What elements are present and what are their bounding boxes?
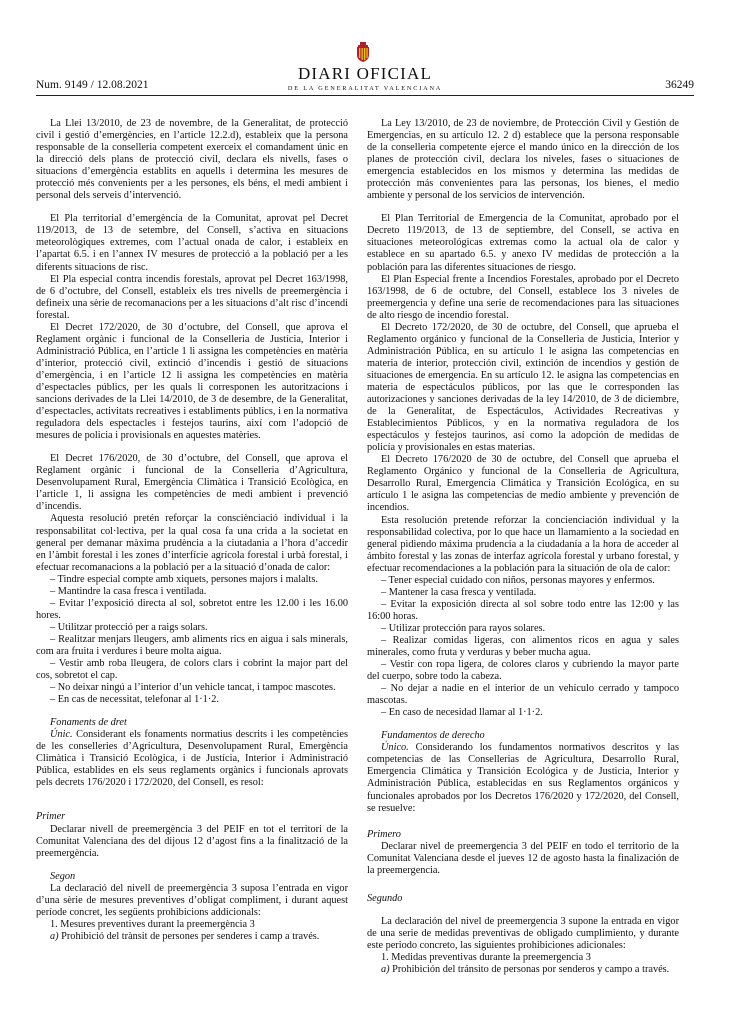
list-item: – No deixar ningú a l’interior d’un vehicle tancat, i tampoc mascotes. <box>50 682 336 694</box>
list-item: – En caso de necesidad llamar al 1·1·2. <box>381 707 543 719</box>
page-number: 36249 <box>665 79 694 91</box>
list-item: – Tener especial cuidado con niños, personas mayores y enfermos. <box>381 574 655 586</box>
paragraph: Aquesta resolució pretén reforçar la consciènciació individual i la responsabilitat col·lectiva, per la qual cosa fa una crida a la societat en general per demanar màxima prudència a la ciutadania a l’hora d’accedir en l’àmbit forestal i les zones d’interfície agrícola forestal i urbà forestal, i efectuar recomanacions a la població per a la situació d’onada de calor: <box>36 513 348 573</box>
list-item: – Tindre especial compte amb xiquets, persones majors i malalts. <box>50 573 318 585</box>
list-item: – Vestir con ropa ligera, de colores claros y cubriendo la mayor parte del cuerpo, sobre todo la cabeza. <box>367 659 679 683</box>
issue-number: Num. 9149 / 12.08.2021 <box>36 79 149 91</box>
list-item: – No dejar a nadie en el interior de un vehículo cerrado y tampoco mascotas. <box>367 683 679 707</box>
section-heading: Primer <box>36 811 66 823</box>
list-item: – En cas de necessitat, telefonar al 1·1·2. <box>50 694 219 706</box>
paragraph: Declarar nivell de preemergència 3 del PEIF en tot el territori de la Comunitat Valenciana des del dijous 12 d’agost fins a la finalització de la preemergència. <box>36 823 348 859</box>
list-item <box>367 964 679 976</box>
masthead <box>0 64 730 92</box>
paragraph: El Plan Especial frente a Incendios Forestales, aprobado por el Decreto 163/1998, de 6 de octubre, del Consell, establece los 3 niveles de preemergencia y define una serie de recomendaciones para las situaciones de alto riesgo de incendio forestal. <box>367 273 679 321</box>
list-item: – Utilitzar protecció per a raigs solars. <box>50 621 208 633</box>
paragraph <box>367 742 679 814</box>
header-rule <box>36 95 694 96</box>
paragraph: El Decreto 176/2020 de 30 de octubre, del Consell que aprueba el Reglamento Orgánico y funcional de la Conselleria de Agricultura, Desarrollo Rural, Emergencia Climática y Transición Ecológica, en su artículo 1 le asigna las competencias de medio ambiente y prevención de incendios. <box>367 454 679 514</box>
valencian-column <box>36 118 348 943</box>
paragraph: Esta resolución pretende reforzar la concienciación individual y la responsabilidad colectiva, por lo que hace un llamamiento a la sociedad en general pidiendo máxima prudencia a la ciudadanía a la hora de acceder al ámbito forestal y las zonas de interfaz agrícola forestal y urbano forestal, y efectuar recomendaciones a la población para la situación de ola de calor: <box>367 514 679 574</box>
paragraph: El Decreto 172/2020, de 30 de octubre, del Consell, que aprueba el Reglamento orgánico y funcional de la Conselleria de Justicia, Interior y Administración Pública, en su artículo 1 le asigna las competencias en materia de interior, protección civil, extinción de incendios y gestión de situaciones de emergencia. En su artículo 12. le asigna las competencias en materia de espectáculos públicos, por las que le corresponden las autorizaciones y sanciones derivadas de la ley 14/2010, de 3 de diciembre, de la Generalitat, de Espectáculos, Actividades Recreativas y Establecimientos Públicos, y en la normativa reguladora de los espectáculos y festejos taurinos, así como la adopción de medidas de policía y provisionales en estas materias. <box>367 321 679 454</box>
item-text: Prohibición del tránsito de personas por senderos y campo a través. <box>389 964 670 976</box>
section-heading: Segon <box>50 870 76 882</box>
section-heading: Fundamentos de derecho <box>381 730 485 742</box>
list-item: – Realitzar menjars lleugers, amb aliments rics en aigua i sals minerals, com ara fruita i verdures i beure molta aigua. <box>36 633 348 657</box>
paragraph: La Llei 13/2010, de 23 de novembre, de la Generalitat, de protecció civil i gestió d’emergències, en l’article 12.2.d), estableix que la persona responsable de la conselleria competent exerceix el comandament únic en la direcció dels plans de protecció civil, declara els nivells, fases o situacions d’emergència establits en aquells i determina les mesures de protecció més convenients per a les persones, els béns, el medi ambient i personal dels serveis d’intervenció. <box>36 118 348 202</box>
spanish-column <box>367 118 679 976</box>
paragraph-text: Considerando los fundamentos normativos descritos y las competencias de las Consellerias de Agricultura, Desarrollo Rural, Emergencia Climática y Transición Ecológica y de Justicia, Interior y Administración Pública, establecidas en sus Reglamentos orgánicos y funcionales aprobados por los Decretos 176/2020 y 172/2020, del Consell, se resuelve: <box>367 742 679 814</box>
paragraph: La declaración del nivel de preemergencia 3 supone la entrada en vigor de una serie de medidas preventivas de obligado cumplimiento, y durante este periodo concreto, las siguientes prohibiciones adicionales: <box>367 915 679 951</box>
paragraph-text: Considerant els fonaments normatius descrits i les competències de les conselleries d’Agricultura, Desenvolupament Rural, Emergència Climàtica i Transició Ecològica, i de Justícia, Interior i Administració Pública, establides en els seus reglaments orgànics i funcionals aprovats pels decrets 176/2020 i 172/2020, del Consell, es resol: <box>36 729 348 789</box>
list-item: 1. Mesures preventives durant la preemergència 3 <box>50 918 255 930</box>
section-heading: Segundo <box>367 892 403 904</box>
list-item: – Mantener la casa fresca y ventilada. <box>381 586 537 598</box>
label-unic: Únic. <box>50 729 73 741</box>
paragraph: El Pla especial contra incendis forestals, aprovat pel Decret 163/1998, de 6 d’octubre, del Consell, estableix els tres nivells de preemergència i defineix una sèrie de recomanacions per a les situacions d’alt risc d’incendi forestal. <box>36 273 348 321</box>
paragraph <box>36 729 348 789</box>
generalitat-crest-icon <box>355 42 371 62</box>
paragraph: El Decret 176/2020, de 30 d’octubre, del Consell, que aprova el Reglament orgànic i funcional de la Conselleria d’Agricultura, Desenvolupament Rural, Emergència Climàtica i Transició Ecològica, en l’article 1, li assigna les competències de medi ambient i prevenció d’incendis. <box>36 453 348 513</box>
section-heading: Primero <box>367 828 401 840</box>
section-heading: Fonaments de dret <box>50 717 127 729</box>
paragraph: El Decret 172/2020, de 30 d’octubre, del Consell, que aprova el Reglament orgànic i funcional de la Conselleria de Justícia, Interior i Administració Pública, en l’article 1 li assigna les competències en matèria d’interior, protecció civil, extinció d’incendis i gestió de situacions d’emergència, i en l’article 12 li assigna les competències en matèria d’espectacles públics, per les quals li corresponen les autoritzacions i sancions derivades de la Llei 14/2010, de 3 de desembre, de la Generalitat, d’espectacles, activitats recreatives i establiments públics, i en la normativa reguladora dels espectacles i festejos taurins, així com l’adopció de mesures de policia i provisionals en aquestes matèries. <box>36 321 348 442</box>
paragraph: El Pla territorial d’emergència de la Comunitat, aprovat pel Decret 119/2013, de 13 de setembre, del Consell, s’activa en situacions meteorològiques extremes, com l’actual onada de calor, i estableix en l’apartat 6.5. i en l’annex IV mesures de protecció a la població per a les diferents situacions de risc. <box>36 213 348 273</box>
list-item: – Utilizar protección para rayos solares. <box>381 622 546 634</box>
paragraph: La Ley 13/2010, de 23 de noviembre, de Protección Civil y Gestión de Emergencias, en su artículo 12. 2 d) establece que la persona responsable de la conselleria competente ejerce el mando único en la dirección de los planes de protección civil, declara los niveles, fases o situaciones de emergencia establecidos en los mismos y determina las medidas de protección más convenientes para las personas, los bienes, el medio ambiente y personal de los servicios de intervención. <box>367 118 679 202</box>
label-unico: Único. <box>381 742 409 754</box>
journal-title: DIARI OFICIAL <box>297 64 433 83</box>
list-item: 1. Medidas preventivas durante la preemergencia 3 <box>381 952 591 963</box>
item-text: Prohibició del trànsit de persones per senderes i camp a través. <box>58 930 320 942</box>
list-item: – Evitar la exposición directa al sol sobre todo entre las 12:00 y las 16:00 horas. <box>367 598 679 622</box>
list-item: – Realizar comidas ligeras, con alimentos ricos en agua y sales minerales, como fruta y verduras y beber mucha agua. <box>367 634 679 659</box>
item-label: a) <box>50 930 59 942</box>
journal-subtitle: DE LA GENERALITAT VALENCIANA <box>287 85 443 92</box>
list-item: – Vestir amb roba lleugera, de colors clars i cobrint la major part del cos, sobretot el cap. <box>36 658 348 682</box>
list-item: – Mantindre la casa fresca i ventilada. <box>50 585 207 597</box>
paragraph: Declarar nivel de preemergencia 3 del PEIF en todo el territorio de la Comunitat Valenciana desde el jueves 12 de agosto hasta la finalización de la preemergencia. <box>367 840 679 876</box>
paragraph: El Plan Territorial de Emergencia de la Comunitat, aprobado por el Decreto 119/2013, de 13 de septiembre, del Consell, se activa en situaciones meteorológicas extremas como la actual ola de calor y establece en su apartado 6.5. y anexo IV medidas de protección a la población para las diferentes situaciones de riesgo. <box>367 213 679 273</box>
item-label: a) <box>381 964 390 976</box>
list-item <box>36 931 348 943</box>
list-item: – Evitar l’exposició directa al sol, sobretot entre les 12.00 i les 16.00 hores. <box>36 597 348 621</box>
paragraph: La declaració del nivell de preemergència 3 suposa l’entrada en vigor d’una sèrie de mesures preventives d’obligat compliment, i durant aquest període concret, les següents prohibicions addicionals: <box>36 882 348 918</box>
